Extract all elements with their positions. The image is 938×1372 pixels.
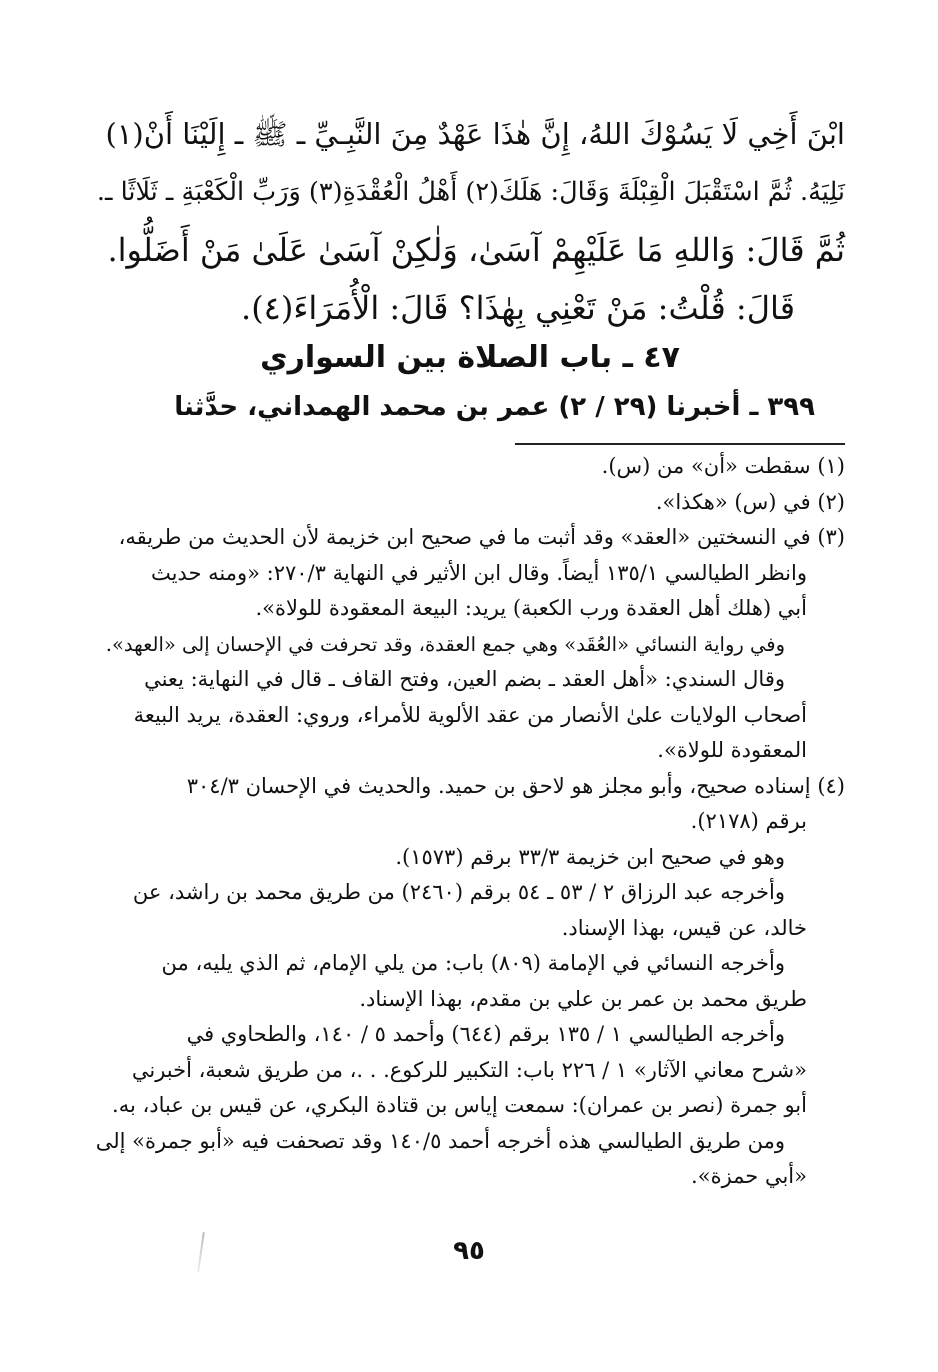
footnote-line: (٤) إسناده صحيح، وأبو مجلز هو لاحق بن حميد. والحديث في الإحسان ٣٠٤/٣ <box>186 773 845 798</box>
footnote-line: وأخرجه عبد الرزاق ٢ / ٥٣ ـ ٥٤ برقم (٢٤٦٠) من طريق محمد بن راشد، عن <box>132 880 785 904</box>
footnote-line: ومن طريق الطيالسي هذه أخرجه أحمد ١٤٠/٥ وقد تصحفت فيه «أبو جمرة» إلى <box>95 1128 785 1153</box>
main-text-line-4: قَالَ: قُلْتُ: مَنْ تَعْنِي بِهٰذَا؟ قَالَ: الْأُمَرَاءَ(٤). <box>241 289 795 327</box>
page-number: ٩٥ <box>453 1236 485 1266</box>
footnote-line: وأخرجه الطيالسي ١ / ١٣٥ برقم (٦٤٤) وأحمد ٥ / ١٤٠، والطحاوي في <box>186 1022 785 1046</box>
footnote-line: وقال السندي: «أهل العقد ـ بضم العين، وفتح القاف ـ قال في النهاية: يعني <box>144 667 785 691</box>
footnote-line: وهو في صحيح ابن خزيمة ٣٣/٣ برقم (١٥٧٣). <box>395 844 785 869</box>
footnote-line: (٣) في النسختين «العقد» وقد أثبت ما في صحيح ابن خزيمة لأن الحديث من طريقه، <box>118 525 845 549</box>
hadith-intro: ٣٩٩ ـ أخبرنا (٢٩ / ٢) عمر بن محمد الهمداني، حدَّثنا <box>174 392 815 422</box>
footnotes <box>95 449 845 1195</box>
footnote-line: برقم (٢١٧٨). <box>690 809 807 833</box>
footnote-line: وفي رواية النسائي «العُقَد» وهي جمع العقدة، وقد تحرفت في الإحسان إلى «العهد». <box>105 632 785 656</box>
footnote-separator <box>515 443 845 445</box>
footnote-line: وأخرجه النسائي في الإمامة (٨٠٩) باب: من يلي الإمام، ثم الذي يليه، من <box>161 951 785 975</box>
page-body <box>95 105 845 1195</box>
footnote-line: طريق محمد بن عمر بن علي بن مقدم، بهذا الإسناد. <box>359 986 807 1011</box>
footnote-line: خالد، عن قيس، بهذا الإسناد. <box>561 915 807 940</box>
footnote-line: «شرح معاني الآثار» ١ / ٢٢٦ باب: التكبير للركوع. . .، من طريق شعبة، أخبرني <box>131 1057 807 1082</box>
footnote-line: أبي (هلك أهل العقدة ورب الكعبة) يريد: البيعة المعقودة للولاة». <box>255 596 807 620</box>
footnote-line: أصحاب الولايات علىٰ الأنصار من عقد الألوية للأمراء، وروي: العقدة، يريد البيعة <box>133 702 807 727</box>
footnote-line: المعقودة للولاة». <box>657 738 807 762</box>
main-text-line-3: ثُمَّ قَالَ: وَاللهِ مَا عَلَيْهِمْ آسَىٰ، وَلٰكِنْ آسَىٰ عَلَىٰ مَنْ أَضَلُّوا. <box>107 231 845 269</box>
footnote-line: «أبي حمزة». <box>691 1164 807 1188</box>
main-text-line-2: نَلِيَهُ. ثُمَّ اسْتَقْبَلَ الْقِبْلَةَ وَقَالَ: هَلَكَ(٢) أَهْلُ الْعُقْدَةِ(٣) وَرَبِّ الْكَعْبَةِ ـ ثَلَاثًا ـ. <box>96 177 845 207</box>
footnote-line: (٢) في (س) «هكذا». <box>655 489 845 514</box>
chapter-heading: ٤٧ ـ باب الصلاة بين السواري <box>260 340 680 375</box>
footnote-line: وانظر الطيالسي ١٣٥/١ أيضاً. وقال ابن الأثير في النهاية ٢٧٠/٣: «ومنه حديث <box>150 560 807 585</box>
main-text-line-1: ابْنَ أَخِي لَا يَسُوْكَ اللهُ، إِنَّ هٰذَا عَهْدٌ مِنَ النَّبِـيِّ ـ ﷺ ـ إِلَيْنَا أَنْ(١) <box>105 117 845 151</box>
footnote-line: (١) سقطت «أن» من (س). <box>601 454 845 478</box>
footnote-line: أبو جمرة (نصر بن عمران): سمعت إياس بن قتادة البكري، عن قيس بن عباد، به. <box>112 1093 807 1117</box>
